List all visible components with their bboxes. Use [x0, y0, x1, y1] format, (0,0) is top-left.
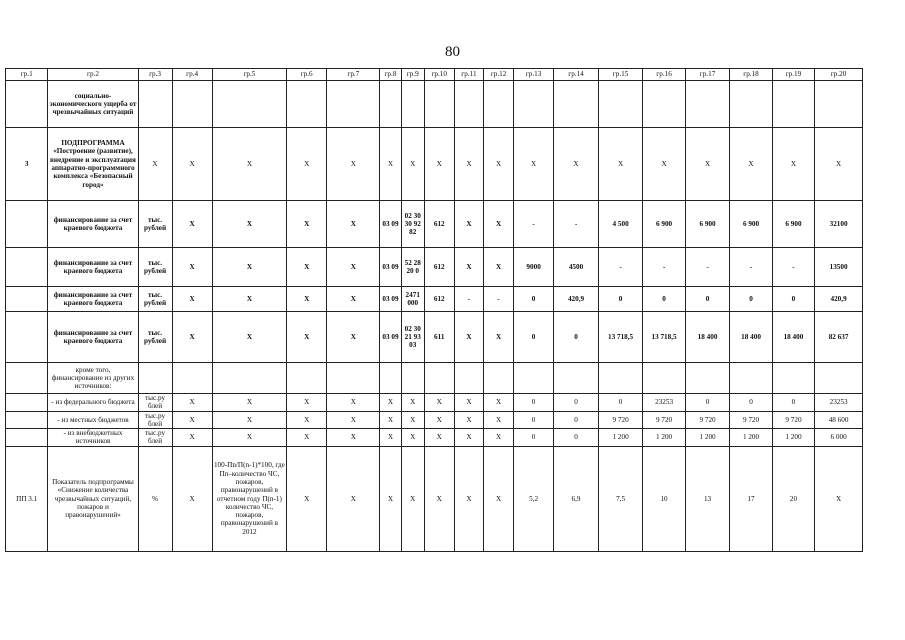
table-cell: % — [138, 446, 172, 551]
table-cell: 03 09 — [380, 287, 401, 312]
table-cell: Х — [484, 429, 514, 447]
table-cell: - — [554, 201, 599, 248]
table-cell: Х — [484, 201, 514, 248]
table-cell — [327, 363, 380, 394]
table-cell — [730, 363, 772, 394]
table-cell: Х — [454, 411, 484, 429]
table-cell: 2471 000 — [401, 287, 424, 312]
table-cell: 03 09 — [380, 312, 401, 363]
table-cell — [730, 81, 772, 128]
table-cell — [454, 363, 484, 394]
table-cell: Х — [685, 128, 730, 201]
table-cell: Х — [454, 446, 484, 551]
table-cell: 0 — [772, 394, 814, 412]
table-cell: Х — [424, 128, 454, 201]
table-cell: Х — [772, 128, 814, 201]
table-cell — [287, 81, 327, 128]
table-cell: 0 — [554, 312, 599, 363]
table-cell: Х — [484, 394, 514, 412]
table-cell: 100-Пn/П(n-1)*100, где Пn–количество ЧС, пожаров, правонарушений в отчетном году П(n-1) количество ЧС, пожаров, правонарушений в 2012 — [212, 446, 286, 551]
table-cell: 612 — [424, 248, 454, 287]
table-cell: Х — [327, 248, 380, 287]
table-cell: 0 — [554, 429, 599, 447]
table-cell: ПОДПРОГРАММА «Построение (развитие), внедрение и эксплуатация аппаратно-программного комплекса «Безопасный город» — [48, 128, 138, 201]
table-cell: Х — [327, 201, 380, 248]
table-cell: 0 — [598, 394, 643, 412]
table-cell: тыс.ру блей — [138, 429, 172, 447]
table-cell: Х — [287, 446, 327, 551]
col-header: гр.20 — [815, 69, 863, 81]
table-cell — [513, 81, 553, 128]
table-cell: Х — [327, 411, 380, 429]
table-cell — [401, 81, 424, 128]
table-cell: финансирование за счет краевого бюджета — [48, 312, 138, 363]
table-cell — [212, 81, 286, 128]
table-cell: 18 400 — [685, 312, 730, 363]
table-row — [6, 248, 863, 287]
table-cell: Х — [138, 128, 172, 201]
table-row — [6, 394, 863, 412]
table-cell: Х — [454, 394, 484, 412]
col-header: гр.19 — [772, 69, 814, 81]
table-cell: 9 720 — [772, 411, 814, 429]
table-cell: - — [454, 287, 484, 312]
table-row — [6, 411, 863, 429]
table-cell: 52 28 20 0 — [401, 248, 424, 287]
table-row — [6, 446, 863, 551]
table-cell: Х — [484, 128, 514, 201]
table-cell: Х — [401, 128, 424, 201]
table-cell: финансирование за счет краевого бюджета — [48, 248, 138, 287]
table-cell: - из местных бюджетов — [48, 411, 138, 429]
table-cell: Х — [172, 394, 212, 412]
table-cell: - — [643, 248, 685, 287]
table-cell: финансирование за счет краевого бюджета — [48, 201, 138, 248]
col-header: гр.1 — [6, 69, 48, 81]
table-cell — [454, 81, 484, 128]
table-cell: Х — [401, 429, 424, 447]
table-cell: Х — [212, 201, 286, 248]
page-number: 80 — [445, 44, 460, 60]
table-cell: Х — [424, 429, 454, 447]
table-cell: 0 — [598, 287, 643, 312]
table-cell — [172, 81, 212, 128]
col-header: гр.12 — [484, 69, 514, 81]
table-cell: - из федерального бюджета — [48, 394, 138, 412]
table-cell: Х — [424, 394, 454, 412]
table-cell: 6,9 — [554, 446, 599, 551]
table-cell: 6 900 — [643, 201, 685, 248]
table-cell: 82 637 — [815, 312, 863, 363]
table-cell — [327, 81, 380, 128]
table-cell: Х — [172, 446, 212, 551]
table-cell: 420,9 — [554, 287, 599, 312]
table-cell: - — [772, 248, 814, 287]
table-cell: Х — [554, 128, 599, 201]
table-cell — [554, 81, 599, 128]
table-cell: 18 400 — [772, 312, 814, 363]
table-cell: Х — [287, 411, 327, 429]
table-cell: Х — [401, 394, 424, 412]
table-cell: 1 200 — [685, 429, 730, 447]
col-header: гр.15 — [598, 69, 643, 81]
table-cell — [172, 363, 212, 394]
table-cell: 03 09 — [380, 201, 401, 248]
table-cell: 6 900 — [730, 201, 772, 248]
table-row — [6, 429, 863, 447]
table-cell: 420,9 — [815, 287, 863, 312]
table-cell — [598, 363, 643, 394]
table-cell: 6 900 — [685, 201, 730, 248]
table-cell: Х — [598, 128, 643, 201]
table-row — [6, 363, 863, 394]
table-cell: Х — [484, 248, 514, 287]
table-cell: Х — [212, 287, 286, 312]
table-cell: 3 — [6, 128, 48, 201]
table-cell: 23253 — [643, 394, 685, 412]
table-cell: Х — [454, 201, 484, 248]
table-cell: 0 — [643, 287, 685, 312]
table-cell: финансирование за счет краевого бюджета — [48, 287, 138, 312]
table-cell: Х — [643, 128, 685, 201]
table-cell: Х — [454, 429, 484, 447]
table-cell: 7,5 — [598, 446, 643, 551]
col-header: гр.5 — [212, 69, 286, 81]
table-cell: Х — [172, 312, 212, 363]
table-cell: 6 900 — [772, 201, 814, 248]
table-cell: Х — [212, 411, 286, 429]
table-cell: Х — [484, 446, 514, 551]
table-cell: Х — [327, 287, 380, 312]
table-cell — [554, 363, 599, 394]
table-cell: Х — [484, 411, 514, 429]
table-cell: - — [685, 248, 730, 287]
table-cell: 20 — [772, 446, 814, 551]
table-cell — [424, 363, 454, 394]
table-cell: Х — [327, 446, 380, 551]
table-cell — [6, 81, 48, 128]
col-header: гр.13 — [513, 69, 553, 81]
table-cell — [6, 363, 48, 394]
table-cell: - — [513, 201, 553, 248]
table-cell: 1 200 — [598, 429, 643, 447]
table-cell: ПП 3.1 — [6, 446, 48, 551]
table-cell: Х — [212, 248, 286, 287]
table-cell: Х — [401, 411, 424, 429]
table-cell — [815, 81, 863, 128]
table-cell: 0 — [730, 287, 772, 312]
table-cell: 5,2 — [513, 446, 553, 551]
table-cell: - — [484, 287, 514, 312]
table-cell: 6 000 — [815, 429, 863, 447]
table-cell: 13500 — [815, 248, 863, 287]
table-cell: Х — [172, 248, 212, 287]
col-header: гр.11 — [454, 69, 484, 81]
table-cell — [138, 363, 172, 394]
table-cell — [685, 363, 730, 394]
table-cell: Х — [327, 128, 380, 201]
table-cell — [772, 363, 814, 394]
table-cell: Х — [172, 128, 212, 201]
table-cell: Х — [730, 128, 772, 201]
table-cell: тыс. рублей — [138, 287, 172, 312]
table-cell: 10 — [643, 446, 685, 551]
table-cell — [815, 363, 863, 394]
table-cell: тыс. рублей — [138, 312, 172, 363]
table-row — [6, 312, 863, 363]
table-cell: 0 — [554, 394, 599, 412]
col-header: гр.16 — [643, 69, 685, 81]
table-cell: 0 — [513, 312, 553, 363]
table-cell: Х — [287, 287, 327, 312]
table-row — [6, 81, 863, 128]
table-cell: Х — [424, 446, 454, 551]
table-cell: Х — [401, 446, 424, 551]
table-cell: 4 500 — [598, 201, 643, 248]
table-row — [6, 128, 863, 201]
header-row — [6, 69, 863, 81]
table-cell: 48 600 — [815, 411, 863, 429]
table-cell: 1 200 — [643, 429, 685, 447]
table-cell: Х — [287, 248, 327, 287]
table-cell: 4500 — [554, 248, 599, 287]
table-cell: 0 — [772, 287, 814, 312]
table-cell: социально-экономического ущерба от чрезвычайных ситуаций — [48, 81, 138, 128]
table-cell: Х — [327, 394, 380, 412]
table-cell — [6, 394, 48, 412]
col-header: гр.7 — [327, 69, 380, 81]
table-cell — [6, 312, 48, 363]
table-cell: 02 30 30 92 82 — [401, 201, 424, 248]
table-cell: Х — [815, 128, 863, 201]
table-cell — [484, 363, 514, 394]
table-cell: 0 — [513, 287, 553, 312]
table-cell — [138, 81, 172, 128]
table-cell: - — [598, 248, 643, 287]
table-cell: Показатель подпрограммы «Снижение количества чрезвычайных ситуаций, пожаров и правонарушений» — [48, 446, 138, 551]
col-header: гр.4 — [172, 69, 212, 81]
table-cell: 9 720 — [598, 411, 643, 429]
table-cell: Х — [380, 446, 401, 551]
table-cell — [598, 81, 643, 128]
table-cell: 9 720 — [685, 411, 730, 429]
table-cell: 612 — [424, 287, 454, 312]
table-cell: 13 718,5 — [598, 312, 643, 363]
table-cell — [6, 429, 48, 447]
table-cell: Х — [380, 411, 401, 429]
table-cell: тыс. рублей — [138, 248, 172, 287]
col-header: гр.18 — [730, 69, 772, 81]
table-cell: Х — [287, 312, 327, 363]
table-cell: Х — [327, 312, 380, 363]
table-cell: Х — [172, 287, 212, 312]
table-cell: Х — [287, 128, 327, 201]
table-cell — [287, 363, 327, 394]
table-cell: Х — [212, 429, 286, 447]
table-cell — [643, 81, 685, 128]
table-cell: 17 — [730, 446, 772, 551]
table-cell: 611 — [424, 312, 454, 363]
table-cell — [643, 363, 685, 394]
table-cell: 9 720 — [643, 411, 685, 429]
table-cell: - из внебюджетных источников — [48, 429, 138, 447]
table-cell: 9 720 — [730, 411, 772, 429]
table-cell — [401, 363, 424, 394]
table-cell: Х — [287, 429, 327, 447]
table-cell: 9000 — [513, 248, 553, 287]
table-cell: 1 200 — [730, 429, 772, 447]
table-cell: 0 — [730, 394, 772, 412]
table-row — [6, 287, 863, 312]
table-cell: Х — [172, 429, 212, 447]
table-cell: 13 — [685, 446, 730, 551]
table-cell — [6, 411, 48, 429]
col-header: гр.14 — [554, 69, 599, 81]
table-cell: 0 — [685, 287, 730, 312]
table-cell: Х — [212, 128, 286, 201]
table-cell: 13 718,5 — [643, 312, 685, 363]
col-header: гр.17 — [685, 69, 730, 81]
table-cell: 0 — [513, 411, 553, 429]
table-cell: - — [730, 248, 772, 287]
table-cell: Х — [513, 128, 553, 201]
table-cell: Х — [212, 312, 286, 363]
table-cell: 02 30 21 93 03 — [401, 312, 424, 363]
table-cell: Х — [454, 248, 484, 287]
col-header: гр.6 — [287, 69, 327, 81]
table-cell: Х — [327, 429, 380, 447]
table-cell: Х — [484, 312, 514, 363]
table-cell: Х — [172, 201, 212, 248]
table-cell: кроме того, финансирование из других источников: — [48, 363, 138, 394]
col-header: гр.10 — [424, 69, 454, 81]
table-cell: 0 — [513, 394, 553, 412]
col-header: гр.9 — [401, 69, 424, 81]
table-cell — [424, 81, 454, 128]
table-cell — [772, 81, 814, 128]
table-cell: тыс. рублей — [138, 201, 172, 248]
table-cell — [6, 201, 48, 248]
table-cell — [513, 363, 553, 394]
table-cell: 18 400 — [730, 312, 772, 363]
table-cell: 612 — [424, 201, 454, 248]
table-cell — [484, 81, 514, 128]
table-cell — [380, 363, 401, 394]
table-cell: Х — [172, 411, 212, 429]
table-cell: тыс.ру блей — [138, 411, 172, 429]
table-row — [6, 201, 863, 248]
col-header: гр.8 — [380, 69, 401, 81]
table-cell — [685, 81, 730, 128]
table-cell: 0 — [554, 411, 599, 429]
table-cell: Х — [454, 128, 484, 201]
table-cell — [380, 81, 401, 128]
col-header: гр.2 — [48, 69, 138, 81]
table-cell: 23253 — [815, 394, 863, 412]
table-cell: 32100 — [815, 201, 863, 248]
table-cell: Х — [287, 394, 327, 412]
table-cell: Х — [380, 394, 401, 412]
program-table — [5, 68, 863, 552]
table-cell — [6, 248, 48, 287]
table-cell: 1 200 — [772, 429, 814, 447]
table-cell — [212, 363, 286, 394]
table-cell: 0 — [513, 429, 553, 447]
table-cell — [6, 287, 48, 312]
table-cell: Х — [287, 201, 327, 248]
table-cell: Х — [212, 394, 286, 412]
table-cell: Х — [424, 411, 454, 429]
table-cell: Х — [815, 446, 863, 551]
table-cell: Х — [380, 128, 401, 201]
col-header: гр.3 — [138, 69, 172, 81]
table-cell: Х — [380, 429, 401, 447]
table-cell: Х — [454, 312, 484, 363]
table-cell: 0 — [685, 394, 730, 412]
table-cell: тыс.ру блей — [138, 394, 172, 412]
table-cell: 03 09 — [380, 248, 401, 287]
